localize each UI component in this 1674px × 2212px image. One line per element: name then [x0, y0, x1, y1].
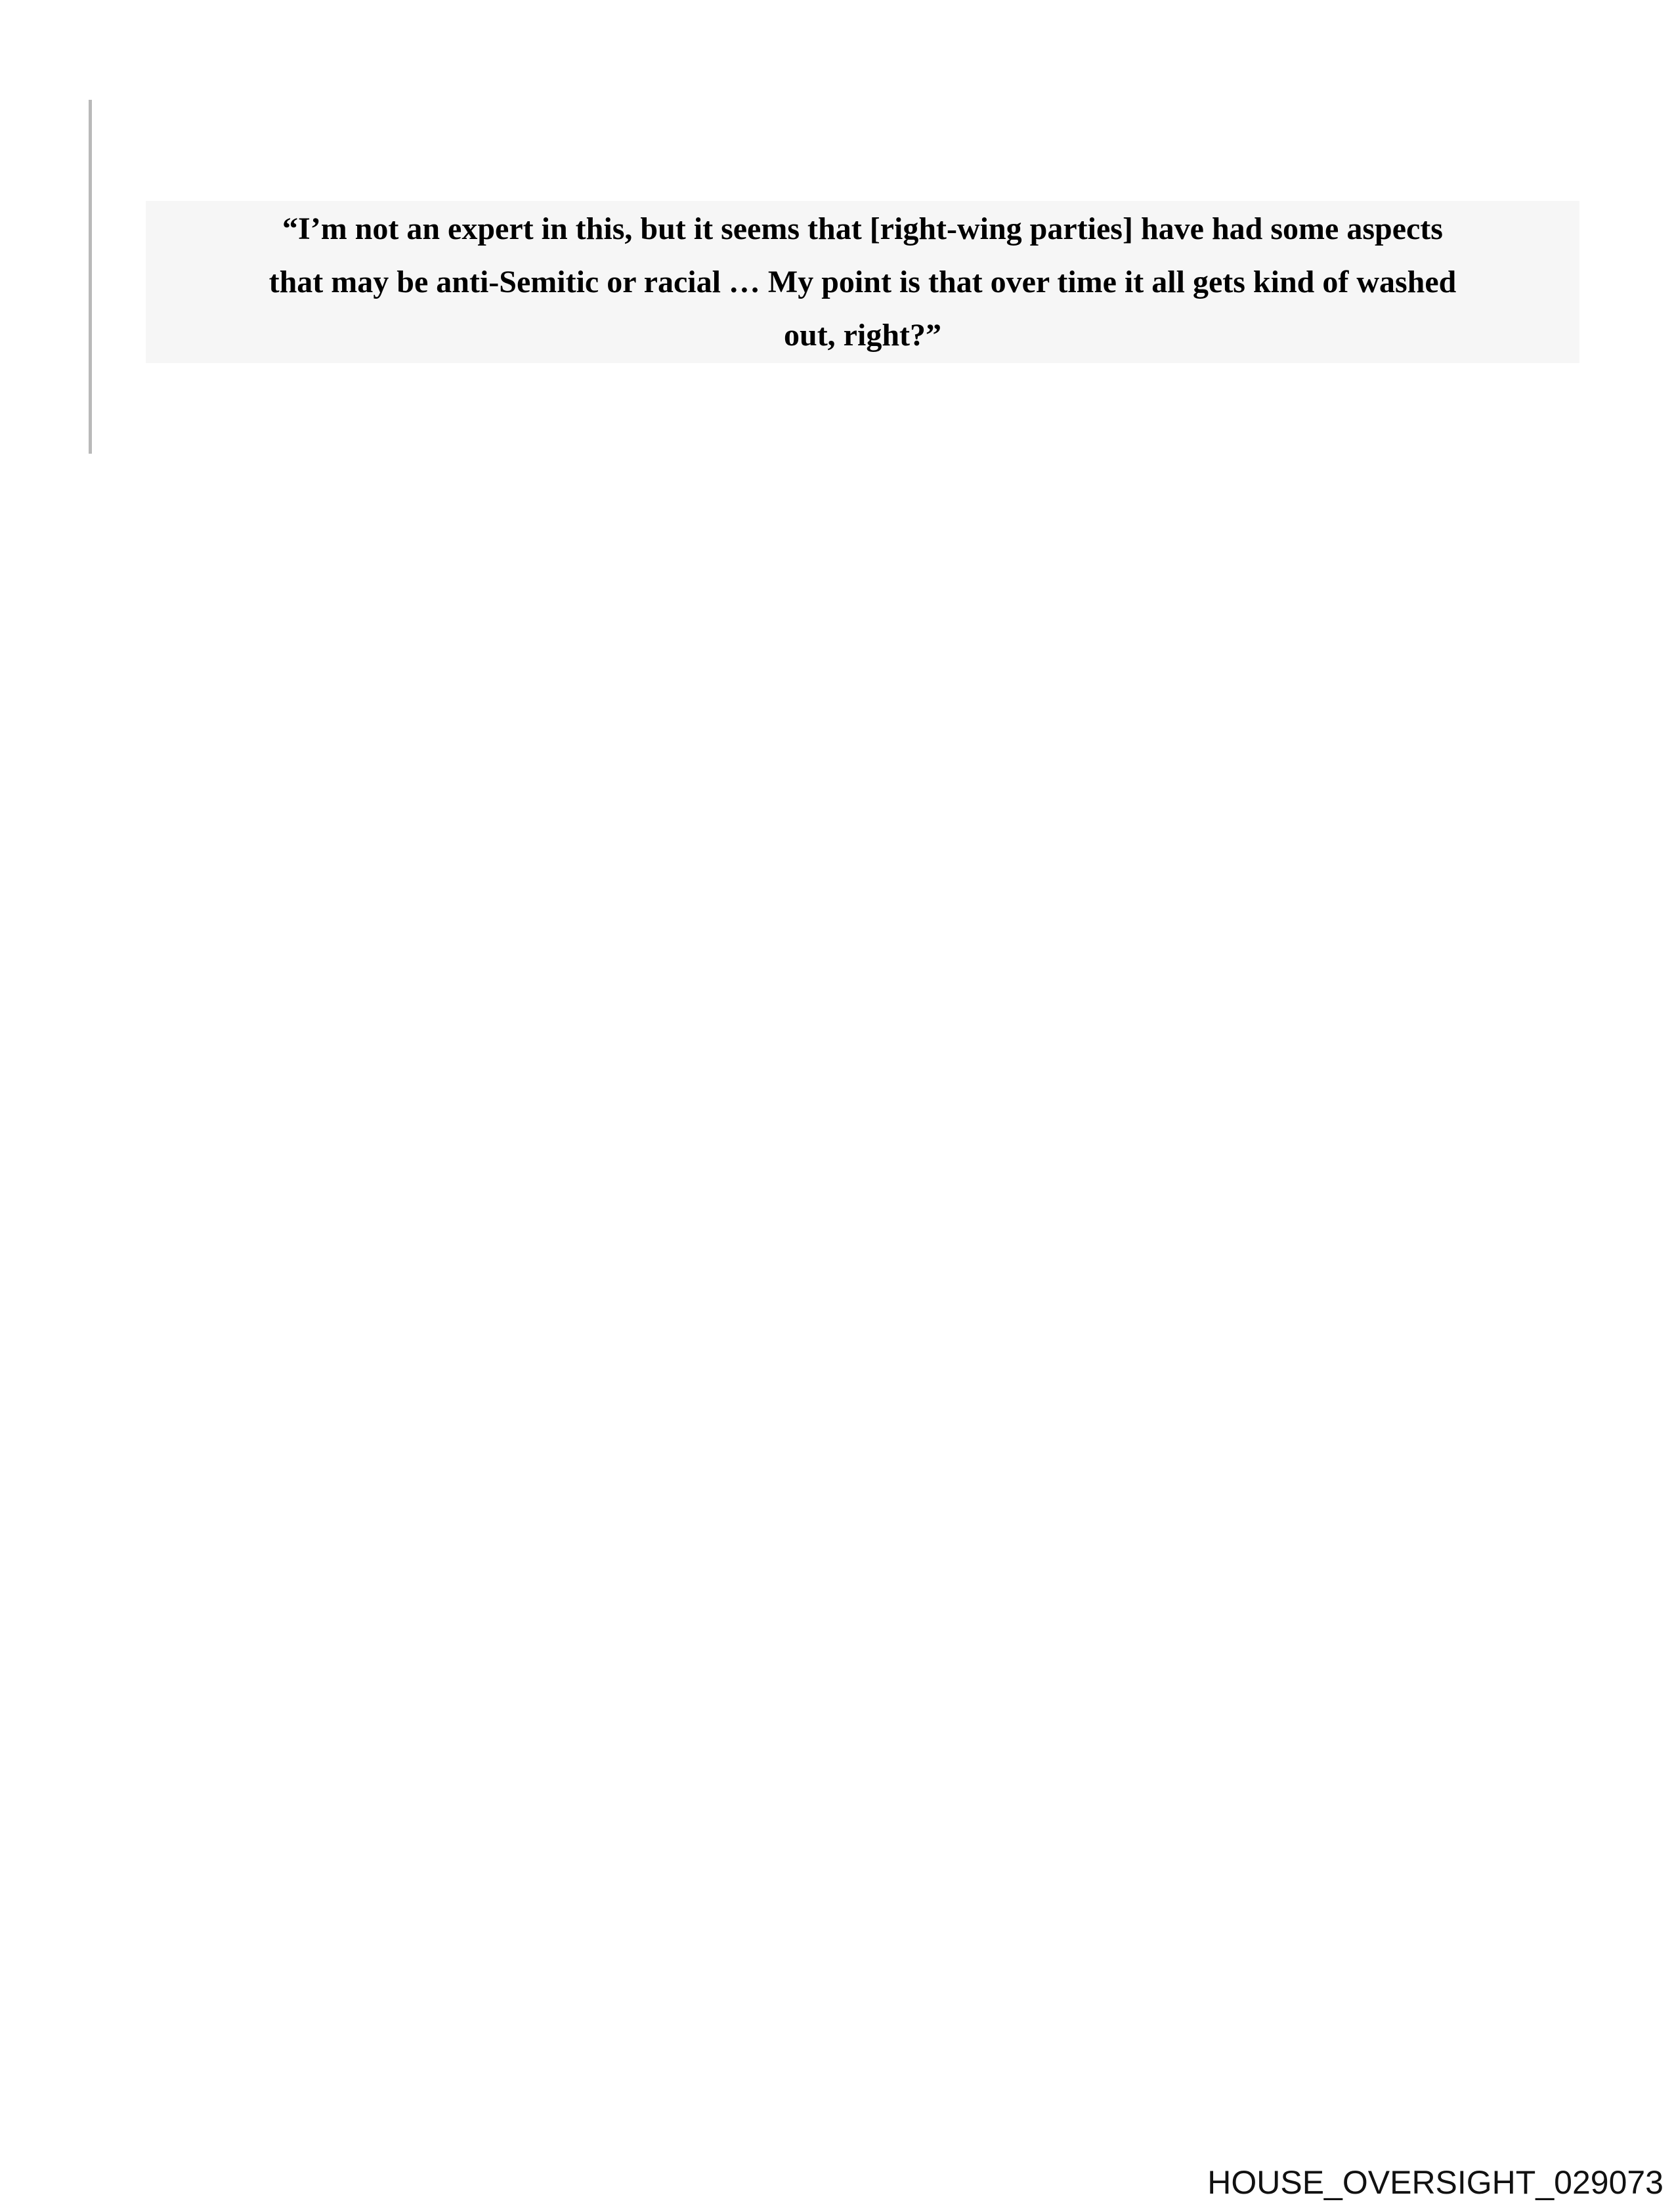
bates-number: HOUSE_OVERSIGHT_029073	[1207, 2164, 1663, 2201]
pull-quote-line: out, right?”	[784, 318, 941, 353]
pull-quote-line: “I’m not an expert in this, but it seems that [right-wing parties] have had some aspects	[282, 211, 1443, 246]
pull-quote-box	[146, 201, 1579, 363]
quoted-transcript-block	[89, 100, 1593, 454]
pull-quote-line: that may be anti-Semitic or racial … My point is that over time it all gets kind of washed	[268, 265, 1457, 299]
